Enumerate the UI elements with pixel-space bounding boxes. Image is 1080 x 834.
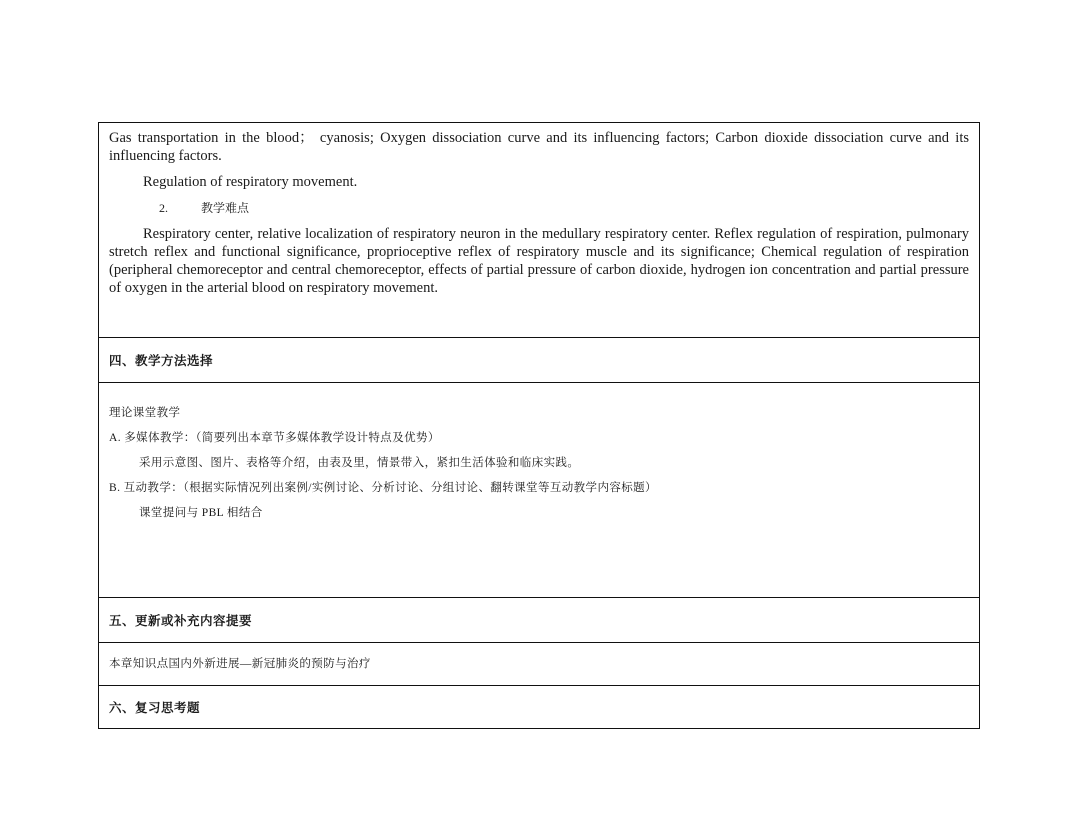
content-cell: [99, 123, 980, 338]
lesson-plan-table: [98, 122, 980, 729]
respiratory-center-paragraph: Respiratory center, relative localization of respiratory neuron in the medullary respiratory center. Reflex regulation of respiration, pulmonary stretch reflex and functional significance, proprioceptive reflex of respiratory muscle and its significance; Chemical regulation of respiration (peripheral chemoreceptor and central chemoreceptor, effects of partial pressure of carbon dioxide, hydrogen ion concentration and partial pressure of oxygen in the arterial blood on respiratory movement.: [109, 226, 969, 296]
section5-body-cell: [99, 643, 980, 686]
section5-body-row: [99, 643, 980, 686]
section4-header-cell: [99, 338, 980, 383]
section4-body-cell: [99, 383, 980, 598]
section6-title: 六、复习思考题: [109, 700, 201, 715]
section5-header-row: [99, 598, 980, 643]
gas-transport-paragraph: Gas transportation in the blood； cyanosis; Oxygen dissociation curve and its influencing factors; Carbon dioxide dissociation curve and its influencing factors.: [109, 130, 969, 164]
interactive-teaching-line: B. 互动教学：（根据实际情况列出案例/实例讨论、分析讨论、分组讨论、翻转课堂等互动教学内容标题）: [109, 482, 657, 494]
update-content-line: 本章知识点国内外新进展—新冠肺炎的预防与治疗: [109, 658, 371, 670]
multimedia-detail-line: 采用示意图、图片、表格等介绍，由表及里，情景带入，紧扣生活体验和临床实践。: [139, 457, 580, 469]
section4-body-row: [99, 383, 980, 598]
section5-header-cell: [99, 598, 980, 643]
multimedia-teaching-line: A. 多媒体教学：（简要列出本章节多媒体教学设计特点及优势）: [109, 432, 440, 444]
section5-title: 五、更新或补充内容提要: [109, 613, 253, 628]
section4-header-row: [99, 338, 980, 383]
item-label: 教学难点: [201, 201, 250, 215]
section6-header-row: [99, 686, 980, 729]
section4-title: 四、教学方法选择: [109, 353, 214, 368]
content-row: [99, 123, 980, 338]
regulation-paragraph: Regulation of respiratory movement.: [143, 174, 358, 190]
teaching-difficulty-item: [109, 200, 969, 216]
theory-class-line: 理论课堂教学: [109, 407, 181, 419]
interactive-detail-line: 课堂提问与 PBL 相结合: [139, 507, 263, 519]
item-number: 2.: [159, 201, 168, 215]
section6-header-cell: [99, 686, 980, 729]
